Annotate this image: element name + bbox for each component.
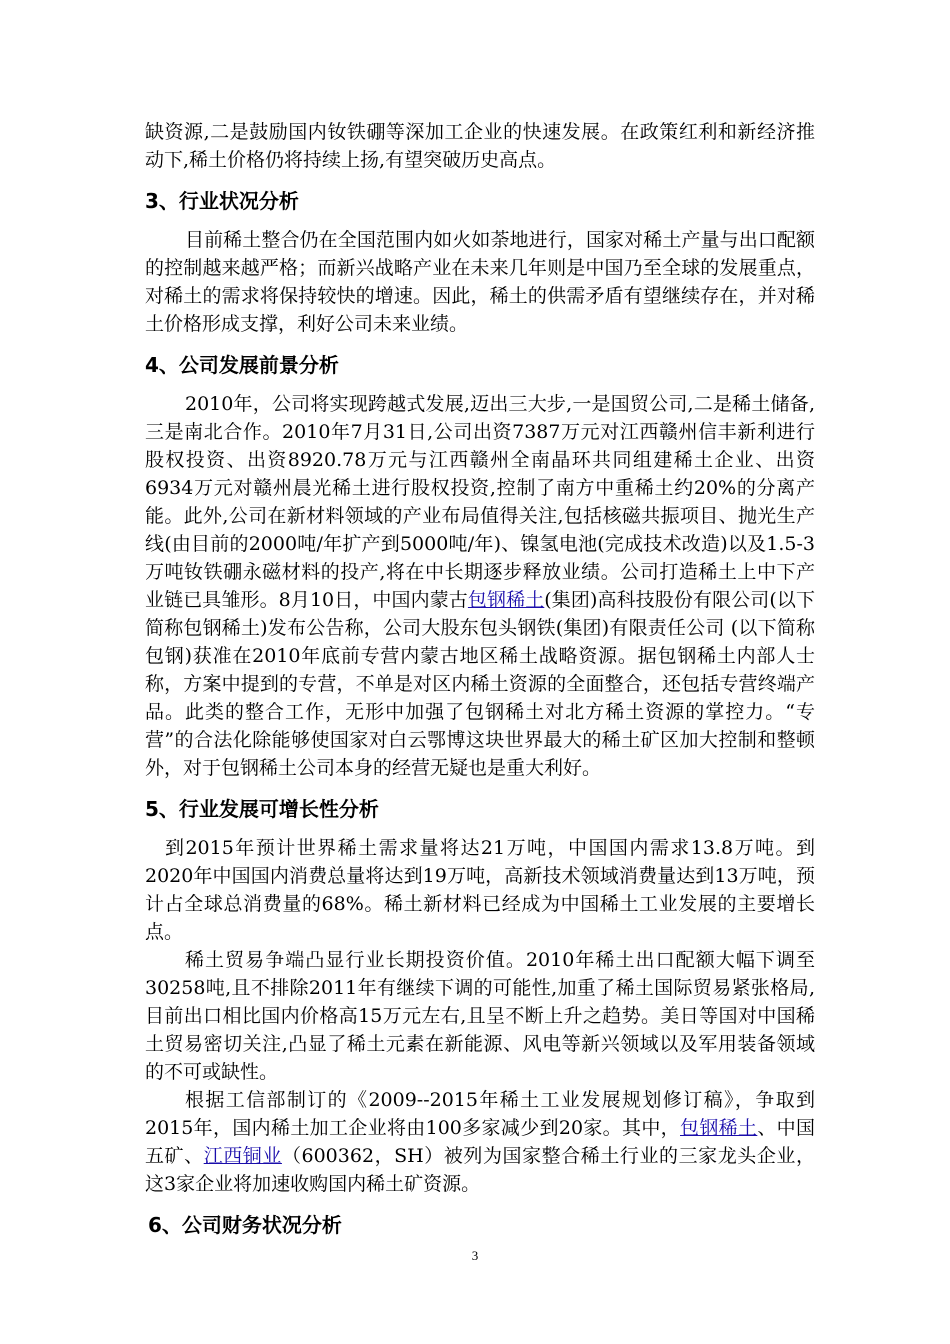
section-5-paragraph-2: 稀土贸易争端凸显行业长期投资价值。2010年稀土出口配额大幅下调至30258吨,且不排除2011年有继续下调的可能性,加重了稀土国际贸易紧张格局,目前出口相比国内价格高15万元左右,且呈不断上升之趋势。美日等国对中国稀土贸易密切关注,凸显了稀土元素在新能源、风电等新兴领域以及军用装备领域的不可或缺性。	[145, 949, 815, 1083]
page-number: 3	[471, 1248, 479, 1263]
section-5-paragraph-1: 到2015年预计世界稀土需求量将达21万吨，中国国内需求13.8万吨。到2020年中国国内消费总量将达到19万吨，高新技术领域消费量达到13万吨，预计占全球总消费量的68%。稀土新材料已经成为中国稀土工业发展的主要增长点。	[145, 837, 815, 943]
baogang-rare-earth-link-2[interactable]: 包钢稀土	[680, 1117, 758, 1139]
section-3-paragraph: 目前稀土整合仍在全国范围内如火如荼地进行，国家对稀土产量与出口配额的控制越来越严格；而新兴战略产业在未来几年则是中国乃至全球的发展重点，对稀土的需求将保持较快的增速。因此，稀土的供需矛盾有望继续存在，并对稀土价格形成支撑，利好公司未来业绩。	[145, 229, 815, 335]
section-5-p3-part1: 根据工信部制订的《2009--2015年稀土工业发展规划修订稿》，争取到2015年，国内稀土加工企业将由100多家减少到20家。其中，	[145, 1089, 815, 1139]
section-4-text-part2: (集团)高科技股份有限公司(以下简称包钢稀土)发布公告称，公司大股东包头钢铁(集团)有限责任公司 (以下简称包钢)获准在2010年底前专营内蒙古地区稀土战略资源。据包钢稀土内部人士称，方案中提到的专营，不单是对区内稀土资源的全面整合，还包括专营终端产品。此类的整合工作，无形中加强了包钢稀土对北方稀土资源的掌控力。“专营”的合法化除能够使国家对白云鄂博这块世界最大的稀土矿区加大控制和整顿外，对于包钢稀土公司本身的经营无疑也是重大利好。	[145, 589, 815, 779]
baogang-rare-earth-link[interactable]: 包钢稀土	[467, 589, 545, 611]
section-6-heading: 6、公司财务状况分析	[148, 1213, 342, 1237]
section-5-p3-part2: 、中国五矿、	[145, 1117, 815, 1167]
section-4-paragraph	[145, 390, 815, 782]
section-5-paragraph-3	[145, 1086, 815, 1198]
section-3-heading: 3、行业状况分析	[145, 189, 299, 213]
document-body	[145, 118, 815, 1250]
section-4-text-part1: 2010年，公司将实现跨越式发展,迈出三大步,一是国贸公司,二是稀土储备,三是南北合作。2010年7月31日,公司出资7387万元对江西赣州信丰新利进行股权投资、出资8920.78万元与江西赣州全南晶环共同组建稀土企业、出资6934万元对赣州晨光稀土进行股权投资,控制了南方中重稀土约20%的分离产能。此外,公司在新材料领域的产业布局值得关注,包括核磁共振项目、抛光生产线(由目前的2000吨/年扩产到5000吨/年)、镍氢电池(完成技术改造)以及1.5-3万吨钕铁硼永磁材料的投产,将在中长期逐步释放业绩。公司打造稀土上中下产业链已具雏形。8月10日，中国内蒙古	[145, 393, 815, 611]
section-5-heading: 5、行业发展可增长性分析	[145, 797, 379, 821]
jiangxi-copper-link[interactable]: 江西铜业	[203, 1145, 282, 1167]
intro-paragraph: 缺资源,二是鼓励国内钕铁硼等深加工企业的快速发展。在政策红利和新经济推动下,稀土价格仍将持续上扬,有望突破历史高点。	[145, 121, 815, 171]
section-5-p3-part3: （600362，SH）被列为国家整合稀土行业的三家龙头企业，这3家企业将加速收购国内稀土矿资源。	[145, 1145, 815, 1195]
section-4-heading: 4、公司发展前景分析	[145, 353, 339, 377]
